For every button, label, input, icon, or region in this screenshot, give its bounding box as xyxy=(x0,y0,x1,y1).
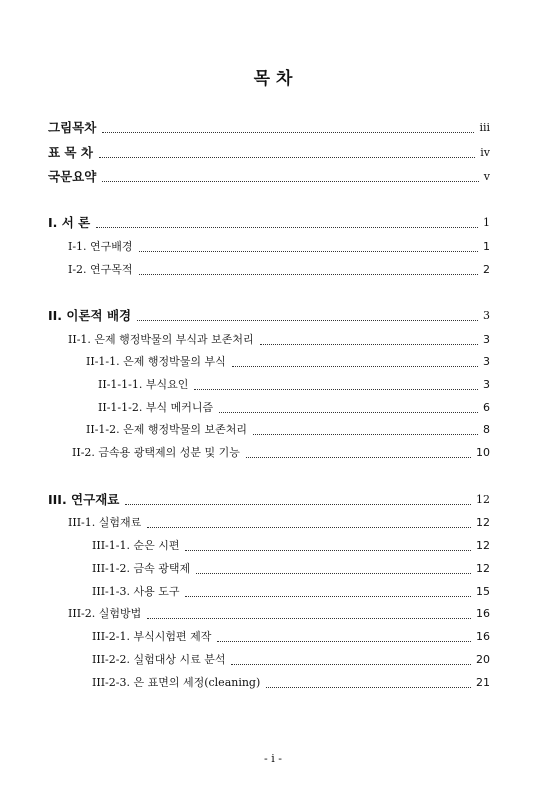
toc-dot-leader xyxy=(137,319,478,321)
toc-entry-page: 2 xyxy=(483,263,490,276)
toc-dot-leader xyxy=(139,273,478,275)
toc-entry-page: iv xyxy=(480,146,490,159)
toc-entry-page: 15 xyxy=(476,585,490,598)
toc-dot-leader xyxy=(102,131,474,133)
page-title: 목 차 xyxy=(253,69,293,89)
toc-entry[interactable] xyxy=(92,583,490,601)
toc-entry-label: III-1. 실험재료 xyxy=(68,516,142,529)
toc-entry-label: II-1-2. 은제 행정박물의 보존처리 xyxy=(86,423,247,436)
toc-dot-leader xyxy=(246,456,471,458)
toc-entry[interactable] xyxy=(68,238,490,256)
toc-dot-leader xyxy=(185,595,471,597)
toc-entry-label: 그림목차 xyxy=(48,120,97,135)
toc-dot-leader xyxy=(99,156,475,158)
toc-dot-leader xyxy=(217,640,471,642)
toc-entry[interactable] xyxy=(48,144,490,162)
page-number-footer: - i - xyxy=(264,752,282,765)
toc-entry-label: III. 연구재료 xyxy=(48,492,120,507)
toc-entry-label: III-2-1. 부식시험편 제작 xyxy=(92,630,212,643)
toc-entry-page: 6 xyxy=(483,401,490,414)
toc-entry-label: II-1. 은제 행정박물의 부식과 보존처리 xyxy=(68,333,254,346)
toc-entry[interactable] xyxy=(98,376,490,394)
toc-entry[interactable] xyxy=(68,514,490,532)
toc-entry[interactable] xyxy=(92,560,490,578)
toc-dot-leader xyxy=(232,365,478,367)
toc-entry-page: 1 xyxy=(483,216,490,229)
toc-entry-page: 10 xyxy=(476,446,490,459)
toc-entry-label: II-1-1-1. 부식요인 xyxy=(98,378,189,391)
toc-entry-page: 3 xyxy=(483,378,490,391)
toc-entry[interactable] xyxy=(68,605,490,623)
toc-entry[interactable] xyxy=(86,353,490,371)
toc-entry-page: 12 xyxy=(476,562,490,575)
toc-dot-leader xyxy=(231,663,471,665)
toc-dot-leader xyxy=(125,503,471,505)
toc-dot-leader xyxy=(147,617,471,619)
toc-entry-page: v xyxy=(483,170,490,183)
toc-entry-page: 8 xyxy=(483,423,490,436)
toc-dot-leader xyxy=(253,433,478,435)
toc-entry-label: III-1-2. 금속 광택제 xyxy=(92,562,191,575)
toc-entry[interactable] xyxy=(68,261,490,279)
toc-entry-page: 12 xyxy=(476,539,490,552)
toc-entry-page: 1 xyxy=(483,240,490,253)
toc-entry-label: II. 이론적 배경 xyxy=(48,308,132,323)
toc-entry-label: I. 서 론 xyxy=(48,215,91,230)
toc-dot-leader xyxy=(102,180,478,182)
toc-entry-label: III-2. 실험방법 xyxy=(68,607,142,620)
toc-entry-page: 12 xyxy=(476,516,490,529)
toc-dot-leader xyxy=(139,250,478,252)
toc-entry[interactable] xyxy=(68,331,490,349)
toc-dot-leader xyxy=(147,526,471,528)
toc-entry-label: III-1-3. 사용 도구 xyxy=(92,585,180,598)
toc-entry-label: II-2. 금속용 광택제의 성분 및 기능 xyxy=(72,446,240,459)
toc-entry-page: 12 xyxy=(476,493,490,506)
toc-entry[interactable] xyxy=(72,444,490,462)
toc-dot-leader xyxy=(194,388,478,390)
toc-entry-label: I-2. 연구목적 xyxy=(68,263,133,276)
toc-entry[interactable] xyxy=(48,119,490,137)
toc-dot-leader xyxy=(260,343,478,345)
toc-dot-leader xyxy=(185,549,471,551)
toc-entry-label: II-1-1. 은제 행정박물의 부식 xyxy=(86,355,226,368)
toc-entry-page: 3 xyxy=(483,333,490,346)
toc-entry-label: I-1. 연구배경 xyxy=(68,240,133,253)
toc-entry[interactable] xyxy=(48,214,490,232)
toc-entry[interactable] xyxy=(92,628,490,646)
toc-entry[interactable] xyxy=(92,674,490,692)
toc-entry[interactable] xyxy=(98,399,490,417)
toc-entry[interactable] xyxy=(48,307,490,325)
toc-dot-leader xyxy=(196,572,471,574)
toc-entry-page: 21 xyxy=(476,676,490,689)
toc-entry-page: 3 xyxy=(483,355,490,368)
toc-entry-label: II-1-1-2. 부식 메커니즘 xyxy=(98,401,214,414)
toc-entry[interactable] xyxy=(48,491,490,509)
toc-entry-page: 16 xyxy=(476,630,490,643)
toc-entry-label: 국문요약 xyxy=(48,169,97,184)
toc-entry-page: 3 xyxy=(483,309,490,322)
toc-entry[interactable] xyxy=(92,651,490,669)
toc-entry[interactable] xyxy=(92,537,490,555)
toc-dot-leader xyxy=(96,226,478,228)
toc-entry-page: iii xyxy=(479,121,490,134)
toc-entry[interactable] xyxy=(48,168,490,186)
toc-entry-label: III-1-1. 순은 시편 xyxy=(92,539,180,552)
toc-entry-label: III-2-2. 실험대상 시료 분석 xyxy=(92,653,226,666)
toc-dot-leader xyxy=(219,411,478,413)
toc-entry-label: 표 목 차 xyxy=(48,145,93,160)
toc-entry[interactable] xyxy=(86,421,490,439)
toc-entry-page: 20 xyxy=(476,653,490,666)
toc-entry-label: III-2-3. 은 표면의 세정(cleaning) xyxy=(92,676,261,689)
toc-dot-leader xyxy=(266,686,471,688)
toc-entry-page: 16 xyxy=(476,607,490,620)
